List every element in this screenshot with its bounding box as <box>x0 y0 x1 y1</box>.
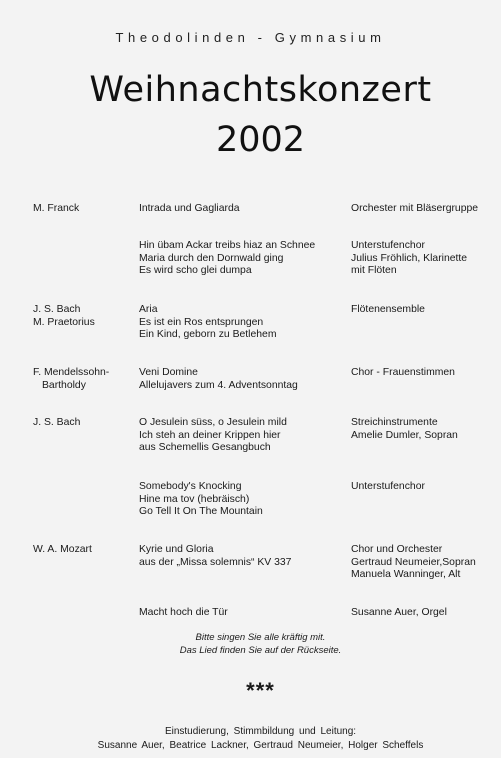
performers-line: Chor und Orchester <box>351 544 443 555</box>
composer-cell <box>33 367 133 392</box>
performers-cell <box>351 607 501 620</box>
performers-cell <box>351 417 501 442</box>
stars-divider: *** <box>246 678 275 703</box>
pieces-line: Hin übam Ackar treibs hiaz an Schnee <box>139 240 316 251</box>
pieces-line: Macht hoch die Tür <box>139 607 228 618</box>
composer-line: J. S. Bach <box>33 417 81 428</box>
pieces-line: aus Schemellis Gesangbuch <box>139 442 271 453</box>
pieces-line: Veni Domine <box>139 367 198 378</box>
pieces-cell <box>139 544 349 569</box>
composer-line: Bartholdy <box>42 379 86 391</box>
pieces-line: Ein Kind, geborn zu Betlehem <box>139 329 277 340</box>
credits <box>0 725 501 753</box>
performers-line: mit Flöten <box>351 265 397 276</box>
concert-year: 2002 <box>215 120 306 160</box>
performers-line: Orchester mit Bläsergruppe <box>351 203 479 214</box>
pieces-line: Hine ma tov (hebräisch) <box>139 493 250 505</box>
credits-heading: Einstudierung, Stimmbildung und Leitung: <box>164 726 357 737</box>
pieces-line: Maria durch den Dornwald ging <box>139 252 284 264</box>
note-line: Bitte singen Sie alle kräftig mit. <box>195 632 326 643</box>
performers-line: Chor - Frauenstimmen <box>351 367 455 378</box>
pieces-line: Somebody's Knocking <box>139 481 242 492</box>
sing-along-note <box>0 632 501 657</box>
pieces-cell <box>139 203 349 216</box>
concert-title: Weihnachtskonzert <box>89 70 432 110</box>
note-line: Das Lied finden Sie auf der Rückseite. <box>179 644 342 656</box>
performers-cell <box>351 481 501 494</box>
performers-line: Unterstufenchor <box>351 481 425 492</box>
performers-cell <box>351 544 501 582</box>
pieces-cell <box>139 607 349 620</box>
pieces-line: Kyrie und Gloria <box>139 544 214 555</box>
composer-line: W. A. Mozart <box>33 544 92 555</box>
pieces-line: aus der „Missa solemnis“ KV 337 <box>139 556 292 568</box>
pieces-cell <box>139 417 349 455</box>
performers-line: Manuela Wanninger, Alt <box>351 569 461 580</box>
pieces-line: Intrada und Gagliarda <box>139 203 240 214</box>
pieces-cell <box>139 304 349 342</box>
performers-cell <box>351 240 501 278</box>
performers-line: Amelie Dumler, Sopran <box>351 429 458 441</box>
school-name: Theodolinden - Gymnasium <box>115 30 386 45</box>
pieces-cell <box>139 367 349 392</box>
pieces-cell <box>139 240 349 278</box>
pieces-line: O Jesulein süss, o Jesulein mild <box>139 417 287 428</box>
performers-cell <box>351 304 501 317</box>
performers-cell <box>351 367 501 380</box>
composer-cell <box>33 203 133 216</box>
composer-line: M. Praetorius <box>33 316 95 328</box>
pieces-line: Allelujavers zum 4. Adventsonntag <box>139 379 298 391</box>
credits-names: Susanne Auer, Beatrice Lackner, Gertraud Neumeier, Holger Scheffels <box>97 740 424 751</box>
pieces-line: Ich steh an deiner Krippen hier <box>139 429 281 441</box>
pieces-cell <box>139 481 349 519</box>
performers-line: Streichinstrumente <box>351 417 438 428</box>
composer-line: M. Franck <box>33 203 80 214</box>
composer-line: F. Mendelssohn- <box>33 367 110 378</box>
composer-cell <box>33 417 133 430</box>
performers-line: Gertraud Neumeier,Sopran <box>351 556 476 568</box>
performers-line: Flötenensemble <box>351 304 425 315</box>
performers-line: Unterstufenchor <box>351 240 425 251</box>
pieces-line: Es ist ein Ros entsprungen <box>139 316 264 328</box>
performers-line: Julius Fröhlich, Klarinette <box>351 252 468 264</box>
pieces-line: Go Tell It On The Mountain <box>139 506 263 517</box>
pieces-line: Es wird scho glei dumpa <box>139 265 252 276</box>
composer-cell <box>33 304 133 329</box>
composer-line: J. S. Bach <box>33 304 81 315</box>
pieces-line: Aria <box>139 304 158 315</box>
performers-line: Susanne Auer, Orgel <box>351 607 447 618</box>
performers-cell <box>351 203 501 216</box>
composer-cell <box>33 544 133 557</box>
